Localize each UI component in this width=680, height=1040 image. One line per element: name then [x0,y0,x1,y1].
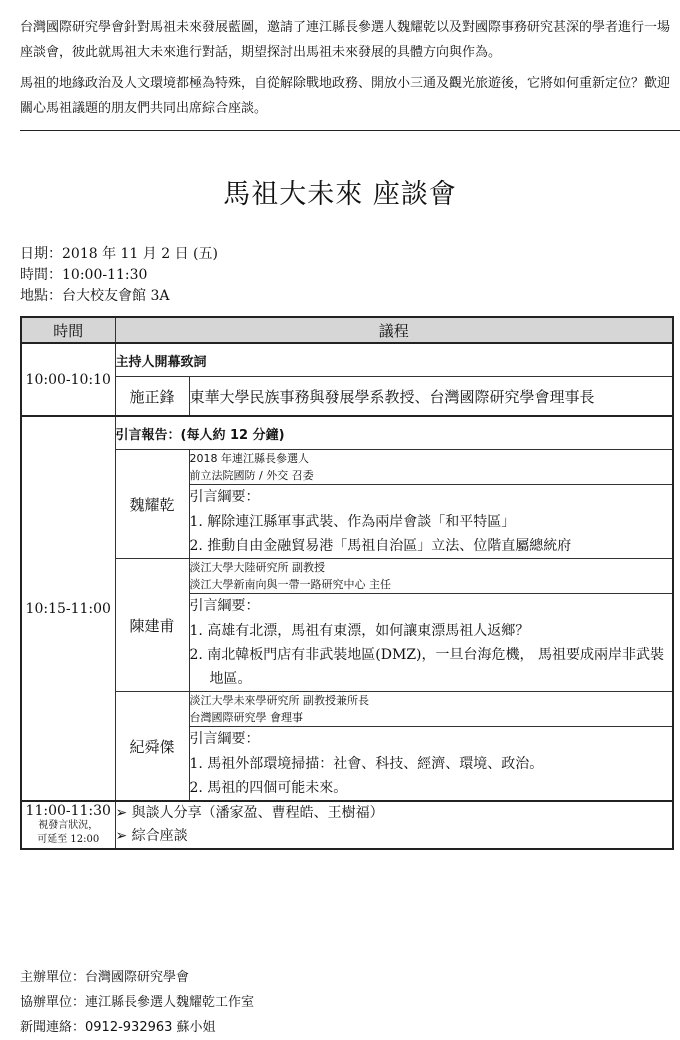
divider [20,130,680,131]
contact-line: 新聞連絡：0912-932963 蘇小姐 [20,1020,216,1035]
affiliation-line: 台灣國際研究學 會理事 [189,711,303,724]
speaker-description: 東華大學民族事務與發展學系教授、台灣國際研究學會理事長 [189,377,673,417]
closing-time: 11:00-11:30 [25,803,111,819]
event-place: 地點：台大校友會館 3A [20,288,170,304]
closing-item: ➢ 與談人分享（潘家盈、曹程皓、王樹福） [115,805,384,821]
table-row [21,416,673,450]
intro-paragraph: 台灣國際研究學會針對馬祖未來發展藍圖，邀請了連江縣長參選人魏耀乾以及對國際事務研究甚深的學者進行一場座談會，彼此就馬祖大未來進行對話，期望探討出馬祖未來發展的具體方向與作為。 [20,20,671,60]
agenda-table [20,316,674,850]
talk-outline [189,594,673,692]
organizer-info [20,965,254,1040]
outline-heading: 引言綱要： [189,598,260,614]
section-heading: 主持人開幕致詞 [115,343,673,377]
talk-outline [189,727,673,802]
time-slot: 10:00-10:10 [21,343,115,416]
table-row [21,801,673,849]
talk-outline [189,485,673,559]
speaker-affiliation [189,450,673,485]
speaker-name: 陳建甫 [115,559,189,692]
affiliation-line: 前立法院國防 / 外交 召委 [189,469,314,482]
outline-item: 2. 馬祖的四個可能未來。 [189,780,348,796]
section-heading: 引言報告：(每人約 12 分鐘) [115,416,673,450]
speaker-affiliation [189,559,673,594]
affiliation-line: 淡江大學未來學研究所 副教授兼所長 [189,694,369,707]
speaker-name: 紀舜傑 [115,692,189,802]
speaker-name: 魏耀乾 [115,450,189,559]
outline-item: 1. 馬祖外部環境掃描：社會、科技、經濟、環境、政治。 [189,756,544,772]
outline-heading: 引言綱要： [189,489,260,505]
speaker-affiliation [189,692,673,727]
column-header-program: 議程 [115,317,673,343]
table-header-row [21,317,673,343]
table-row [21,377,673,417]
affiliation-line: 淡江大學大陸研究所 副教授 [189,561,325,574]
table-row [21,692,673,727]
outline-heading: 引言綱要： [189,731,260,747]
page-title: 馬祖大未來 座談會 [223,179,457,210]
time-note: 視發言狀況， [38,820,99,831]
speaker-name: 施正鋒 [115,377,189,417]
table-row [21,559,673,594]
affiliation-line: 2018 年連江縣長參選人 [189,452,309,465]
outline-item: 1. 高雄有北漂，馬祖有東漂，如何讓東漂馬祖人返鄉？ [189,623,530,639]
outline-item: 2. 推動自由金融貿易港「馬祖自治區」立法、位階直屬總統府 [189,538,572,554]
event-time: 時間：10:00-11:30 [20,267,148,283]
event-meta [20,244,218,307]
column-header-time: 時間 [21,317,115,343]
closing-item: ➢ 綜合座談 [115,828,188,844]
time-note: 可延至 12:00 [37,834,100,845]
outline-item: 1. 解除連江縣軍事武裝、作為兩岸會談「和平特區」 [189,514,516,530]
intro-text [20,15,680,127]
closing-items [115,801,673,849]
time-slot: 10:15-11:00 [21,416,115,801]
host-line: 主辦單位：台灣國際研究學會 [20,970,190,985]
affiliation-line: 淡江大學新南向與一帶一路研究中心 主任 [189,578,391,591]
intro-paragraph: 馬祖的地緣政治及人文環境都極為特殊，自從解除戰地政務、開放小三通及觀光旅遊後，它將如何重新定位？歡迎關心馬祖議題的朋友們共同出席綜合座談。 [20,76,671,116]
outline-item: 2. 南北韓板門店有非武裝地區(DMZ)，一旦台海危機， 馬祖要成兩岸非武裝地區。 [189,647,664,687]
co-host-line: 協辦單位：連江縣長參選人魏耀乾工作室 [20,995,255,1010]
table-row [21,450,673,485]
table-row [21,343,673,377]
event-date: 日期：2018 年 11 月 2 日 (五) [20,246,218,262]
time-slot [21,801,115,849]
